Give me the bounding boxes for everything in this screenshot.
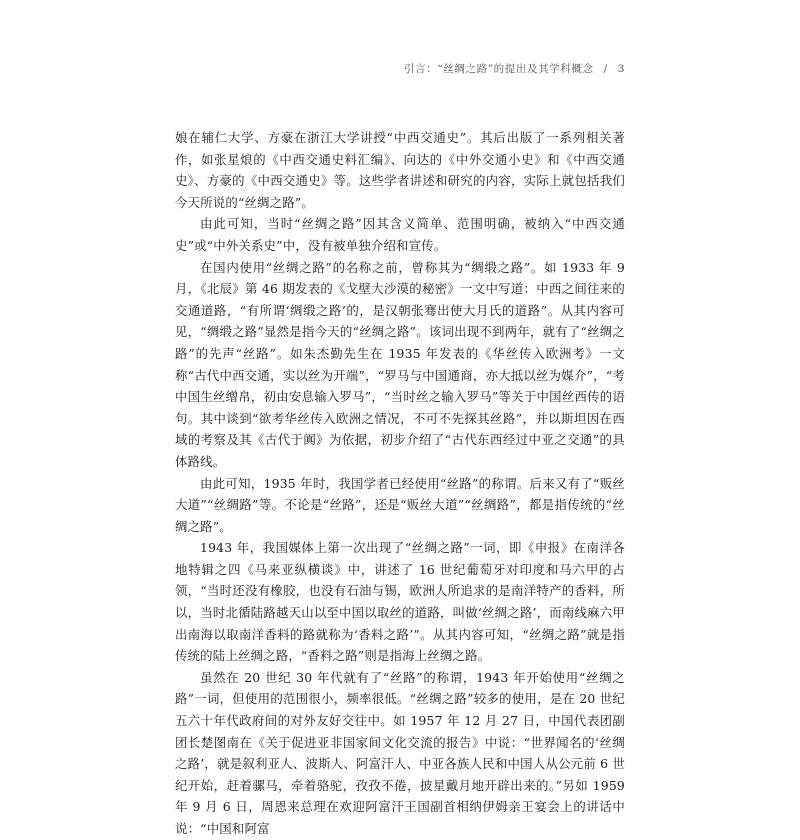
header-separator: / [603,63,608,75]
paragraph: 由此可知，1935 年时，我国学者已经使用“丝路”的称谓。后来又有了“贩丝大道”“丝绸路”等。不论是“丝路”，还是“贩丝大道”“丝绸路”，都是指传统的“丝绸之路”。 [175,475,625,534]
paragraph: 娘在辅仁大学、方豪在浙江大学讲授“中西交通史”。其后出版了一系列相关著作，如张星烺的《中西交通史料汇编》、向达的《中外交通小史》和《中西交通史》、方豪的《中西交通史》等。这些学者讲述和研究的内容，实际上就包括我们今天所说的“丝绸之路”。 [175,130,625,210]
running-header [404,61,625,76]
paragraph: 在国内使用“丝绸之路”的名称之前，曾称其为“绸缎之路”。如 1933 年 9 月，《北辰》第 46 期发表的《戈壁大沙漠的秘密》一文中写道：中西之间往来的交通道路，“有所谓‘绸缎之路’的，是汉朝张骞出使大月氏的道路”。从其内容可见，“绸缎之路”显然是指今天的“丝绸之路”。该词出现不到两年，就有了“丝绸之路”的先声“丝路”。如朱杰勤先生在 1935 年发表的《华丝传入欧洲考》一文称“古代中西交通，实以丝为开端”，“罗马与中国通商，亦大抵以丝为媒介”，“考中国生丝缯帛，初由安息输入罗马”，“当时丝之输入罗马”等关于中国丝西传的语句。其中谈到“欲考华丝传入欧洲之情况，不可不先探其丝路”，并以斯坦因在西域的考察及其《古代于阗》为依据，初步介绍了“古代东西经过中亚之交通”的具体路线。 [175,259,625,469]
paragraph: 虽然在 20 世纪 30 年代就有了“丝路”的称谓，1943 年开始使用“丝绸之路”一词，但使用的范围很小，频率很低。“丝绸之路”较多的使用，是在 20 世纪五六十年代政府间的对外友好交往中。如 1957 年 12 月 27 日，中国代表团副团长楚图南在《关于促进亚非国家间文化交流的报告》中说：“世界闻名的‘丝绸之路’，就是叙利亚人、波斯人、阿富汗人、中亚各族人民和中国人从公元前 6 世纪开始，赶着骡马，牵着骆驼，孜孜不倦，披星戴月地开辟出来的。”另如 1959 年 9 月 6 日，周恩来总理在欢迎阿富汗王国副首相纳伊姆亲王宴会上的讲话中说：“中国和阿富 [175,669,625,836]
paragraph: 由此可知，当时“丝绸之路”因其含义简单、范围明确，被纳入“中西交通史”或“中外关系史”中，没有被单独介绍和宣传。 [175,216,625,253]
chapter-title: 引言：“丝绸之路”的提出及其学科概念 [404,63,594,75]
body-text [175,127,625,840]
page-number: 3 [617,63,625,75]
paragraph: 1943 年，我国媒体上第一次出现了“丝绸之路”一词，即《申报》在南洋各地特辑之四《马来亚纵横谈》中，讲述了 16 世纪葡萄牙对印度和马六甲的占领，“当时还没有橡胶，也没有石油与锡，欧洲人所追求的是南洋特产的香料，所以，当时北循陆路越天山以至中国以取丝的道路，叫做‘丝绸之路’，而南线麻六甲出南海以取南洋香料的路就称为‘香料之路’”。从其内容可知，“丝绸之路”就是指传统的陆上丝绸之路，“香料之路”则是指海上丝绸之路。 [175,540,625,664]
